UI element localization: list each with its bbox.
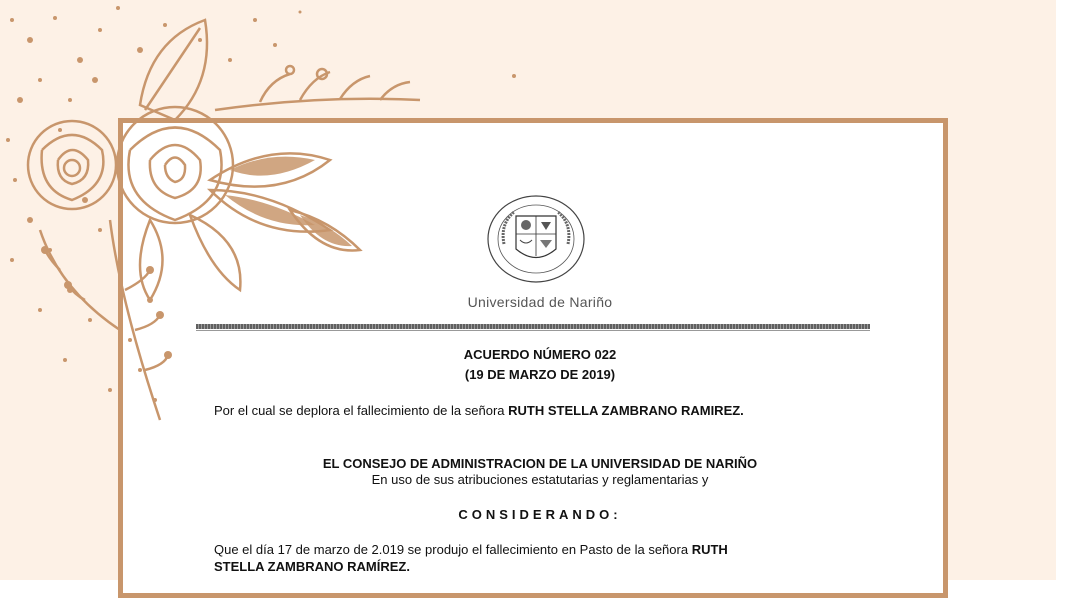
purpose-prefix: Por el cual se deplora el fallecimiento de la señora (214, 403, 509, 418)
paragraph-line-1-prefix: Que el día 17 de marzo de 2.019 se produjo el fallecimiento en Pasto de la señora (214, 542, 692, 557)
floral-decoration-icon (0, 0, 560, 480)
agreement-title: ACUERDO NÚMERO 022 (463, 347, 617, 362)
powers-line: En uso de sus atribuciones estatutarias y reglamentarias y (371, 472, 709, 487)
paragraph-line-1-name: RUTH (691, 542, 728, 557)
purpose-name: RUTH STELLA ZAMBRANO RAMIREZ. (508, 403, 744, 418)
considering-heading: CONSIDERANDO: (458, 507, 622, 522)
university-name: Universidad de Nariño (467, 294, 613, 310)
council-heading: EL CONSEJO DE ADMINISTRACION DE LA UNIVERSIDAD DE NARIÑO (322, 456, 758, 471)
paragraph-line-2: STELLA ZAMBRANO RAMÍREZ. (214, 559, 410, 574)
background-edge (1056, 0, 1068, 580)
agreement-date: (19 DE MARZO DE 2019) (464, 367, 616, 382)
paragraph-line-1 (214, 542, 728, 558)
